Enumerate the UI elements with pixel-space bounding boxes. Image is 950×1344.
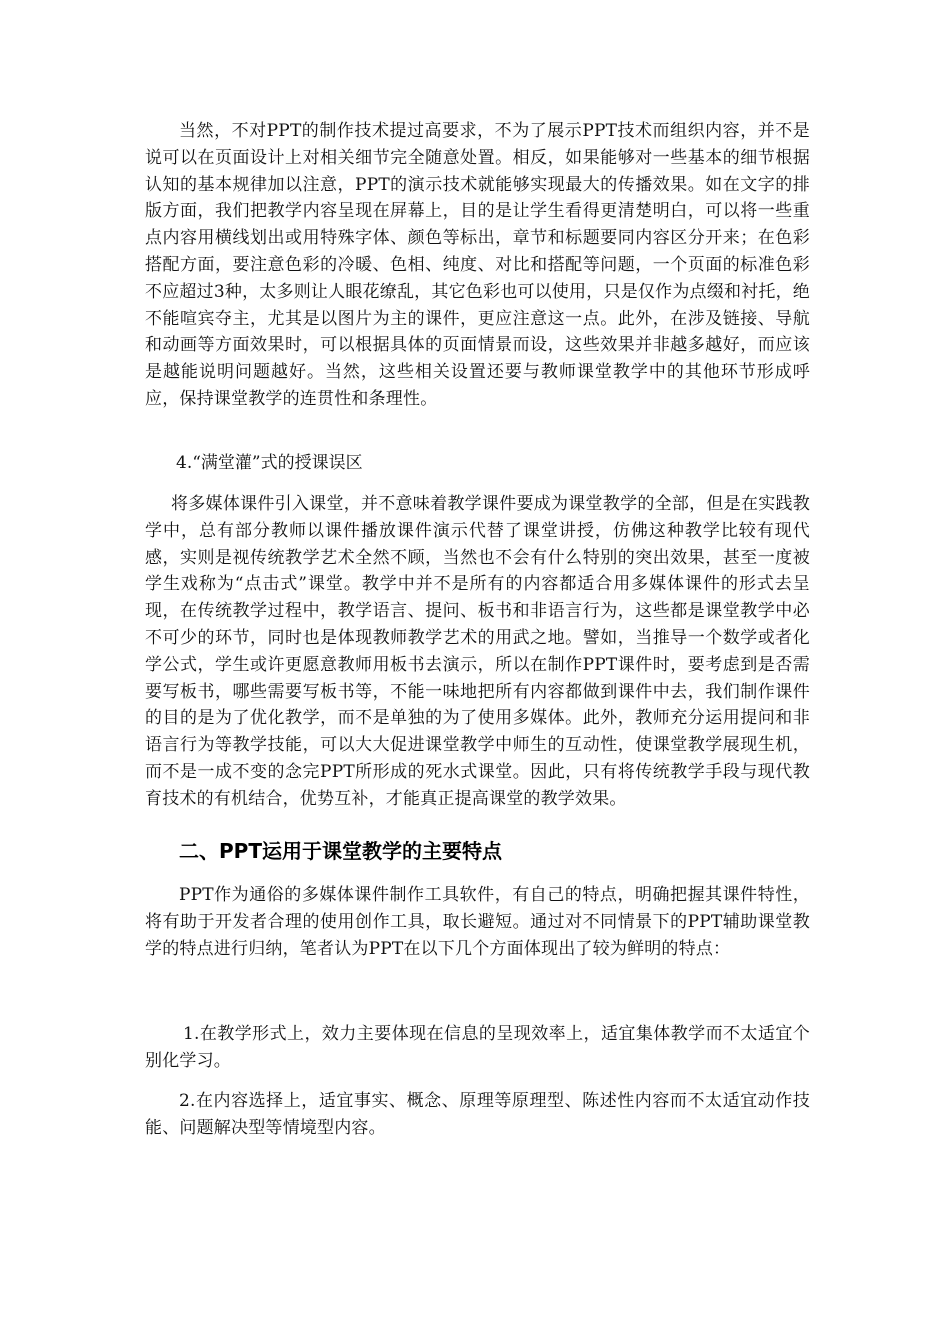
body-paragraph-multimedia-classroom: 将多媒体课件引入课堂，并不意味着教学课件要成为课堂教学的全部，但是在实践教学中，总有部分教师以课件播放课件演示代替了课堂讲授，仿佛这种教学比较有现代感，实则是视传统教学艺术全然不顾，当然也不会有什么特别的突出效果，甚至一度被学生戏称为“点击式”课堂。教学中并不是所有的内容都适合用多媒体课件的形式去呈现，在传统教学过程中，教学语言、提问、板书和非语言行为，这些都是课堂教学中必不可少的环节，同时也是体现教师教学艺术的用武之地。譬如，当推导一个数学或者化学公式，学生或许更愿意教师用板书去演示，所以在制作PPT课件时，要考虑到是否需要写板书，哪些需要写板书等，不能一味地把所有内容都做到课件中去，我们制作课件的目的是为了优化教学，而不是单独的为了使用多媒体。此外，教师充分运用提问和非语言行为等教学技能，可以大大促进课堂教学中师生的互动性，使课堂教学展现生机，而不是一成不变的念完PPT所形成的死水式课堂。因此，只有将传统教学手段与现代教育技术的有机结合，优势互补，才能真正提高课堂的教学效果。	[145, 494, 810, 809]
body-paragraph-formatting: 当然，不对PPT的制作技术提过高要求，不为了展示PPT技术而组织内容，并不是说可以在页面设计上对相关细节完全随意处置。相反，如果能够对一些基本的细节根据认知的基本规律加以注意，PPT的演示技术就能够实现最大的传播效果。如在文字的排版方面，我们把教学内容呈现在屏幕上，目的是让学生看得更清楚明白，可以将一些重点内容用横线划出或用特殊字体、颜色等标出，章节和标题要同内容区分开来；在色彩搭配方面，要注意色彩的冷暖、色相、纯度、对比和搭配等问题，一个页面的标准色彩不应超过3种，太多则让人眼花缭乱，其它色彩也可以使用，只是仅作为点缀和衬托，绝不能喧宾夺主，尤其是以图片为主的课件，更应注意这一点。此外，在涉及链接、导航和动画等方面效果时，可以根据具体的页面情景而设，这些效果并非越多越好，而应该是越能说明问题越好。当然，这些相关设置还要与教师课堂教学中的其他环节形成呼应，保持课堂教学的连贯性和条理性。	[145, 121, 810, 409]
list-item-content-selection: 2.在内容选择上，适宜事实、概念、原理等原理型、陈述性内容而不太适宜动作技能、问题解决型等情境型内容。	[145, 1091, 810, 1138]
subheading-teaching-misconception: 4.“满堂灌”式的授课误区	[176, 453, 363, 473]
list-item-teaching-form: 1.在教学形式上，效力主要体现在信息的呈现效率上，适宜集体教学而不太适宜个别化学习。	[145, 1024, 810, 1071]
section-heading-ppt-features: 二、PPT运用于课堂教学的主要特点	[179, 839, 502, 863]
body-paragraph-ppt-characteristics: PPT作为通俗的多媒体课件制作工具软件，有自己的特点，明确把握其课件特性，将有助于开发者合理的使用创作工具，取长避短。通过对不同情景下的PPT辅助课堂教学的特点进行归纳，笔者认为PPT在以下几个方面体现出了较为鲜明的特点：	[145, 885, 810, 959]
